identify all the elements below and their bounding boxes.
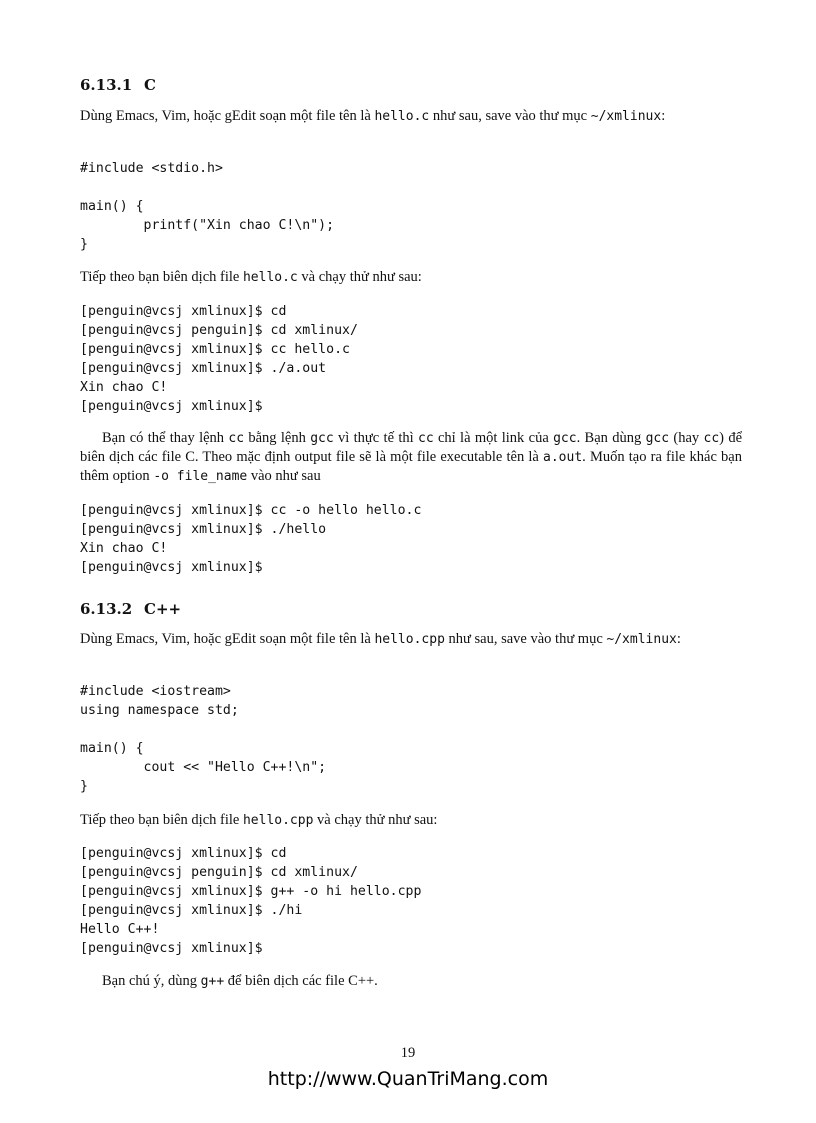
inline-code: a.out [543, 450, 583, 465]
section-title: C [144, 76, 156, 94]
section-number: 6.13.1 [80, 76, 133, 94]
source-code-c: #include <stdio.h> main() { printf("Xin chao C!\n"); } [80, 161, 335, 252]
inline-code: gcc [553, 431, 577, 446]
source-code-cpp: #include <iostream> using namespace std; main() { cout << "Hello C++!\n"; } [80, 684, 327, 794]
text: . Bạn dùng [576, 430, 646, 446]
filename: hello.c [374, 109, 430, 124]
note-paragraph-c [80, 429, 742, 486]
intro-paragraph-cpp [80, 630, 742, 649]
note-paragraph-cpp [80, 972, 742, 991]
text: bằng lệnh [244, 430, 311, 446]
inline-code: cc [703, 431, 720, 446]
inline-code: g++ [200, 974, 225, 989]
text: : [676, 631, 681, 647]
text: ) để biên dịch các file C. Theo mặc định output file sẽ là một file executable tên là [80, 430, 743, 465]
compile-intro-cpp [80, 811, 742, 830]
text: như sau, save vào thư mục [444, 631, 607, 647]
inline-code: gcc [310, 431, 334, 446]
inline-code: cc [418, 431, 434, 446]
terminal-session-cpp: [penguin@vcsj xmlinux]$ cd [penguin@vcsj penguin]$ cd xmlinux/ [penguin@vcsj xmlinux]$ g++ -o hi hello.cpp [penguin@vcsj xmlinux]$ ./hi Hello C++! [penguin@vcsj xmlinux]$ [80, 846, 422, 956]
text: (hay [669, 430, 704, 446]
terminal-session-c-2: [penguin@vcsj xmlinux]$ cc -o hello hello.c [penguin@vcsj xmlinux]$ ./hello Xin chao C! [penguin@vcsj xmlinux]$ [80, 503, 422, 575]
text: Tiếp theo bạn biên dịch file [80, 269, 243, 285]
inline-code: cc [228, 431, 245, 446]
text: Bạn có thể thay lệnh [102, 430, 229, 446]
text: Dùng Emacs, Vim, hoặc gEdit soạn một file tên là [80, 108, 375, 124]
compile-intro-c [80, 268, 742, 287]
filename: hello.cpp [374, 632, 445, 647]
text: như sau, save vào thư mục [429, 108, 591, 124]
text: Tiếp theo bạn biên dịch file [80, 812, 243, 828]
text: vì thực tế thì [333, 430, 418, 446]
terminal-session-c-1: [penguin@vcsj xmlinux]$ cd [penguin@vcsj penguin]$ cd xmlinux/ [penguin@vcsj xmlinux]$ cc hello.c [penguin@vcsj xmlinux]$ ./a.out Xin chao C! [penguin@vcsj xmlinux]$ [80, 304, 358, 414]
section-title: C++ [144, 600, 182, 618]
footer-url[interactable]: http://www.QuanTriMang.com [267, 1068, 549, 1090]
text: : [661, 108, 666, 124]
page-number: 19 [400, 1045, 416, 1061]
section-heading-c [80, 76, 156, 94]
section-number: 6.13.2 [80, 600, 133, 618]
directory: ~/xmlinux [606, 632, 677, 647]
intro-paragraph-c [80, 107, 742, 126]
text: chỉ là một link của [433, 430, 554, 446]
filename: hello.cpp [242, 813, 314, 828]
text: . Muốn tạo ra file khác bạn thêm option [80, 449, 742, 484]
filename: hello.c [242, 270, 298, 285]
text: Dùng Emacs, Vim, hoặc gEdit soạn một file tên là [80, 631, 375, 647]
text: và chạy thử như sau: [297, 269, 422, 285]
inline-code: gcc [645, 431, 670, 446]
directory: ~/xmlinux [590, 109, 662, 124]
text: để biên dịch các file C++. [224, 973, 378, 989]
text: vào như sau [247, 468, 321, 484]
text: Bạn chú ý, dùng [102, 973, 201, 989]
inline-code: -o file_name [153, 469, 248, 484]
section-heading-cpp [80, 600, 181, 618]
text: và chạy thử như sau: [313, 812, 438, 828]
